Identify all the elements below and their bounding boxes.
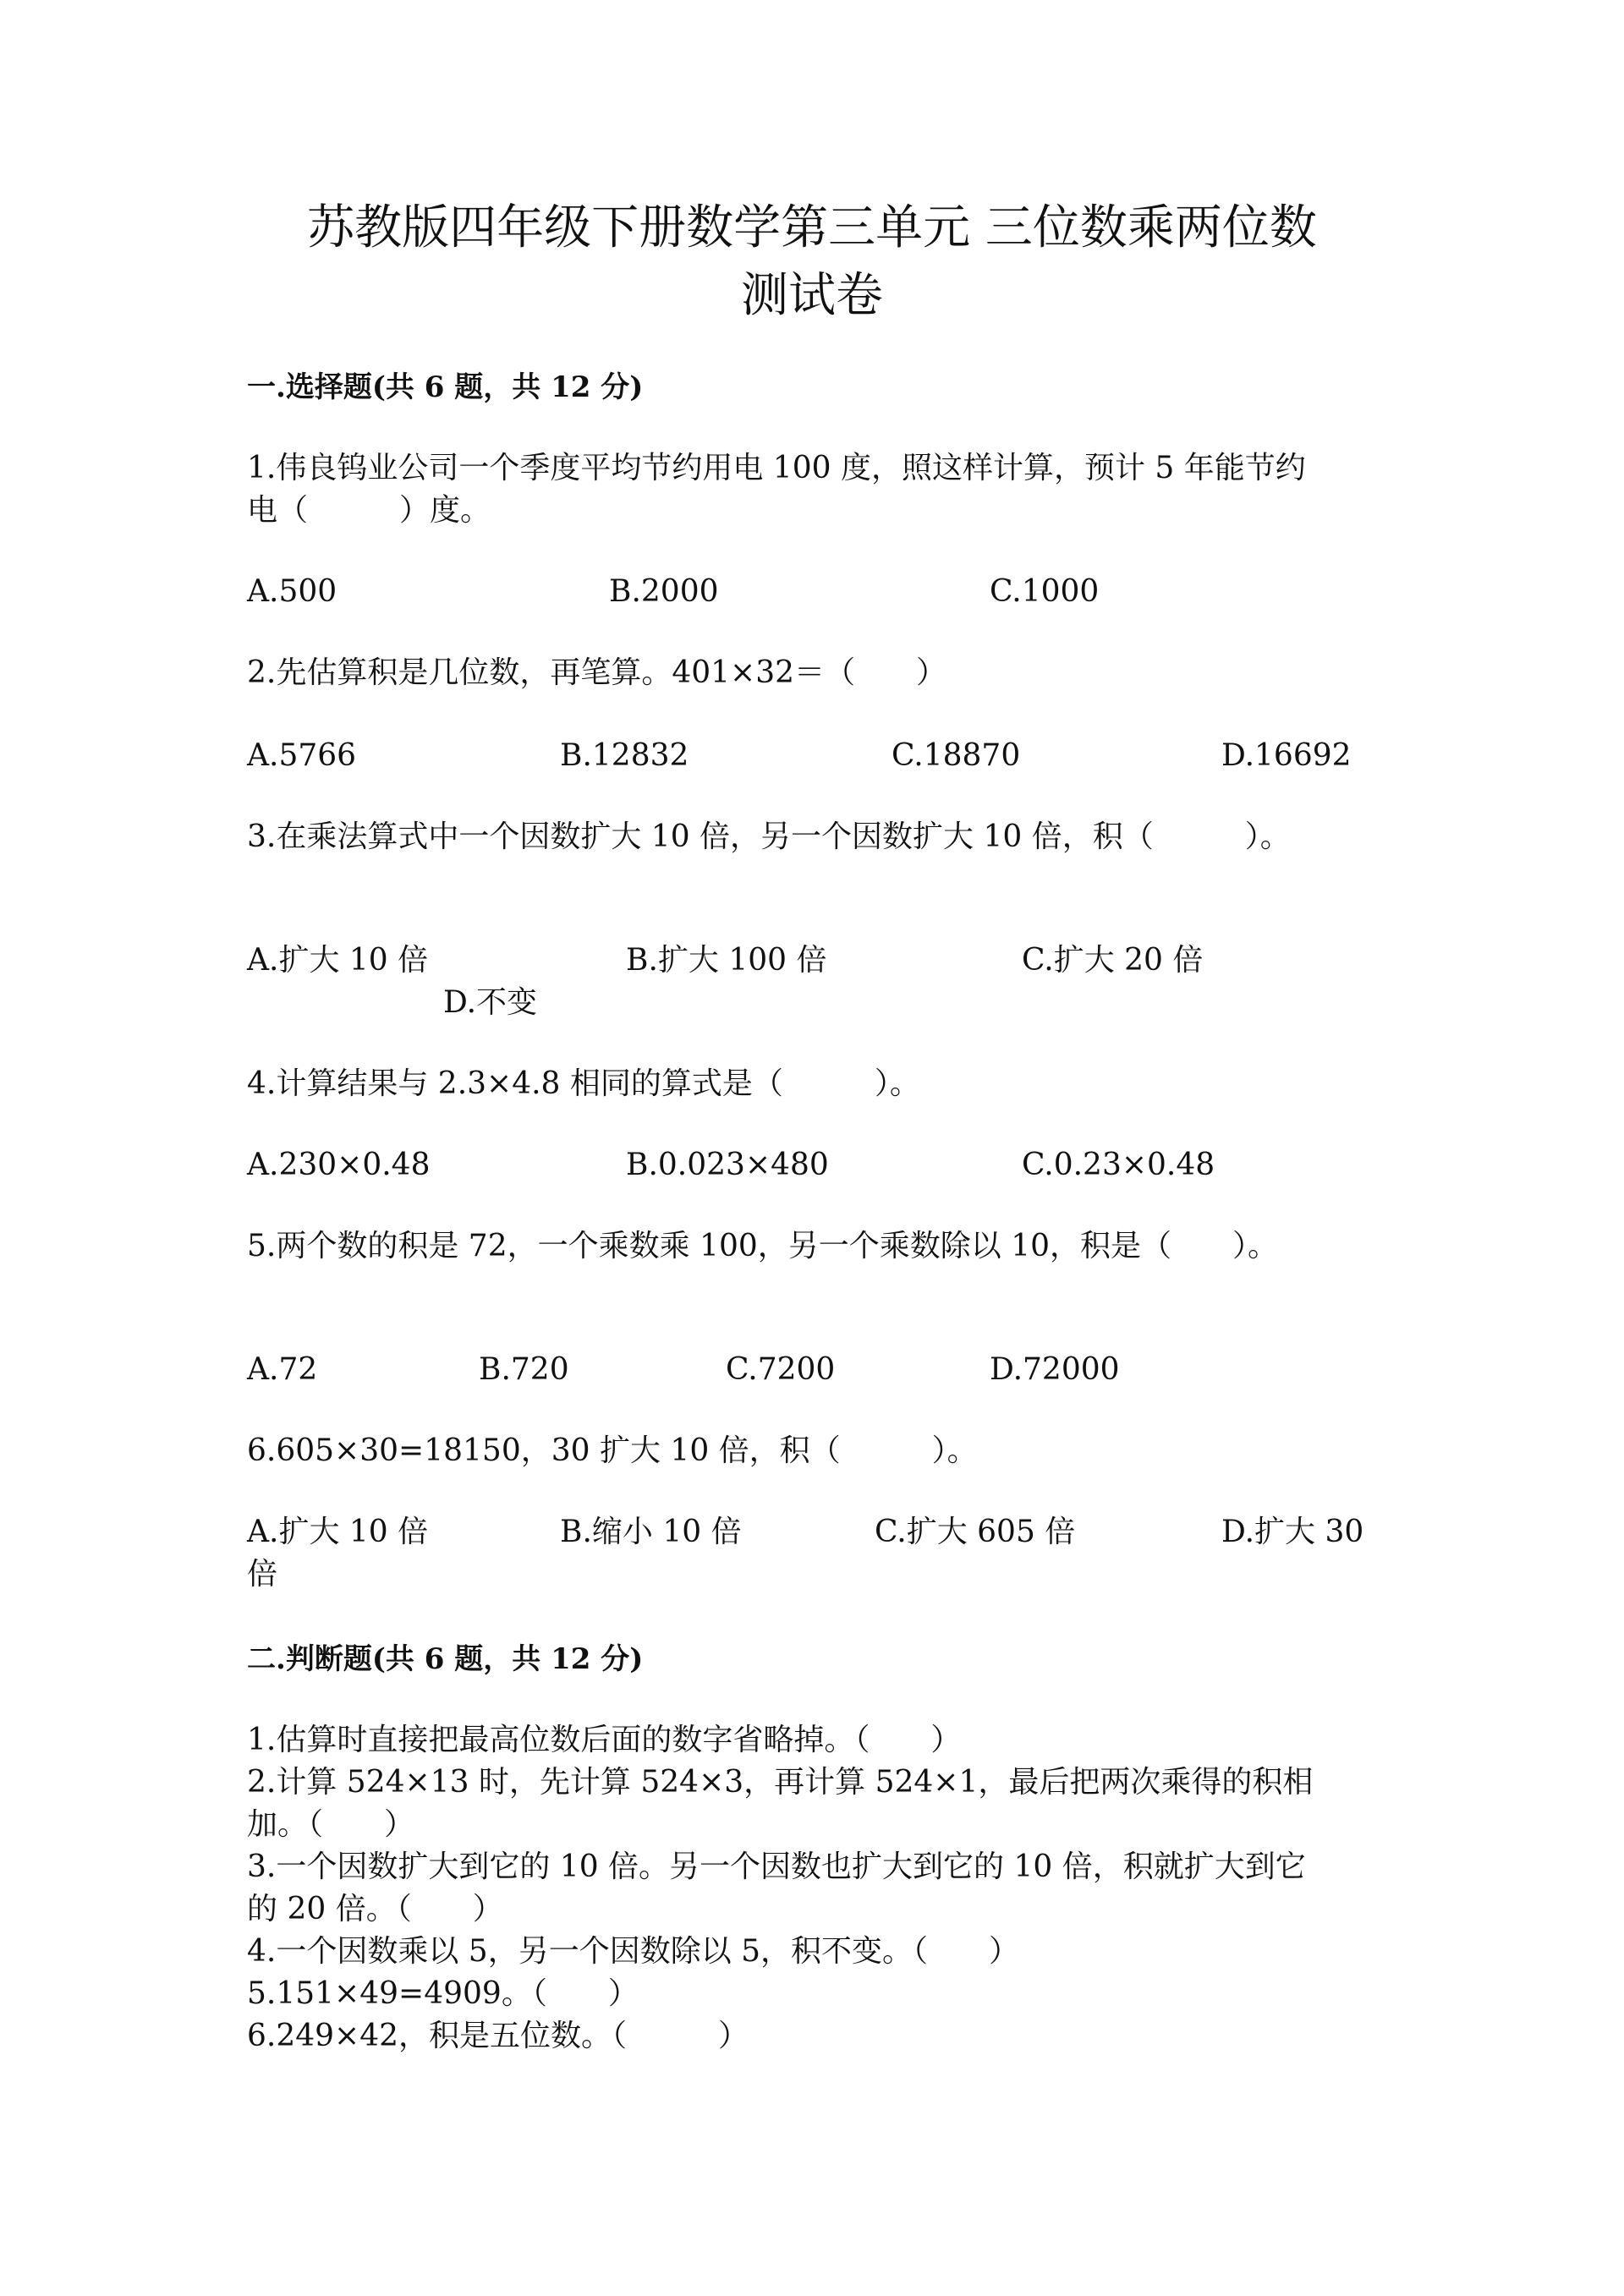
option-c: C.扩大 605 倍 — [875, 1515, 1076, 1549]
judgement-line: 加。（ ） — [247, 1807, 415, 1842]
section-heading-choice: 一.选择题(共 6 题，共 12 分) — [247, 370, 644, 404]
option-a: A.500 — [247, 574, 337, 609]
question-text: 4.计算结果与 2.3×4.8 相同的算式是（ ）。 — [247, 1066, 920, 1101]
option-d: D.不变 — [443, 985, 538, 1020]
question-text-continued: 电（ ）度。 — [247, 493, 491, 528]
section-heading-judgement: 二.判断题(共 6 题，共 12 分) — [247, 1642, 644, 1676]
question-text: 2.先估算积是几位数，再笔算。401×32＝（ ） — [247, 655, 947, 690]
option-c: C.7200 — [726, 1352, 836, 1387]
option-c: C.0.23×0.48 — [1022, 1148, 1215, 1182]
question-text: 1.伟良钨业公司一个季度平均节约用电 100 度，照这样计算，预计 5 年能节约 — [247, 451, 1306, 485]
option-d: D.72000 — [990, 1352, 1120, 1387]
option-c: C.扩大 20 倍 — [1022, 943, 1204, 978]
option-c: C.1000 — [990, 574, 1100, 609]
option-d-continued: 倍 — [247, 1557, 278, 1592]
question-text: 6.605×30=18150，30 扩大 10 倍，积（ ）。 — [247, 1433, 978, 1468]
option-c: C.18870 — [892, 738, 1021, 773]
option-d: D.16692 — [1221, 738, 1352, 773]
option-a: A.扩大 10 倍 — [247, 943, 429, 978]
option-a: A.230×0.48 — [247, 1148, 431, 1182]
page-title: 苏教版四年级下册数学第三单元 三位数乘两位数 — [307, 200, 1317, 255]
page-title-continued: 测试卷 — [741, 268, 883, 323]
judgement-line: 5.151×49=4909。（ ） — [247, 1976, 639, 2011]
option-a: A.72 — [247, 1352, 318, 1387]
option-a: A.扩大 10 倍 — [247, 1515, 429, 1549]
judgement-line: 4.一个因数乘以 5，另一个因数除以 5，积不变。（ ） — [247, 1934, 1020, 1969]
option-b: B.2000 — [609, 574, 719, 609]
option-d: D.扩大 30 — [1221, 1515, 1364, 1549]
option-b: B.0.023×480 — [626, 1148, 829, 1182]
judgement-line: 的 20 倍。（ ） — [247, 1892, 503, 1926]
option-b: B.扩大 100 倍 — [626, 943, 827, 978]
option-b: B.缩小 10 倍 — [560, 1515, 742, 1549]
judgement-line: 6.249×42，积是五位数。（ ） — [247, 2019, 749, 2053]
option-a: A.5766 — [247, 738, 357, 773]
question-text: 5.两个数的积是 72，一个乘数乘 100，另一个乘数除以 10，积是（ ）。 — [247, 1229, 1279, 1263]
judgement-line: 3.一个因数扩大到它的 10 倍。另一个因数也扩大到它的 10 倍，积就扩大到它 — [247, 1849, 1306, 1884]
option-b: B.12832 — [560, 738, 689, 773]
option-b: B.720 — [479, 1352, 569, 1387]
judgement-line: 2.计算 524×13 时，先计算 524×3，再计算 524×1，最后把两次乘得的积相 — [247, 1765, 1314, 1800]
judgement-line: 1.估算时直接把最高位数后面的数字省略掉。（ ） — [247, 1723, 962, 1757]
question-text: 3.在乘法算式中一个因数扩大 10 倍，另一个因数扩大 10 倍，积（ ）。 — [247, 819, 1291, 854]
